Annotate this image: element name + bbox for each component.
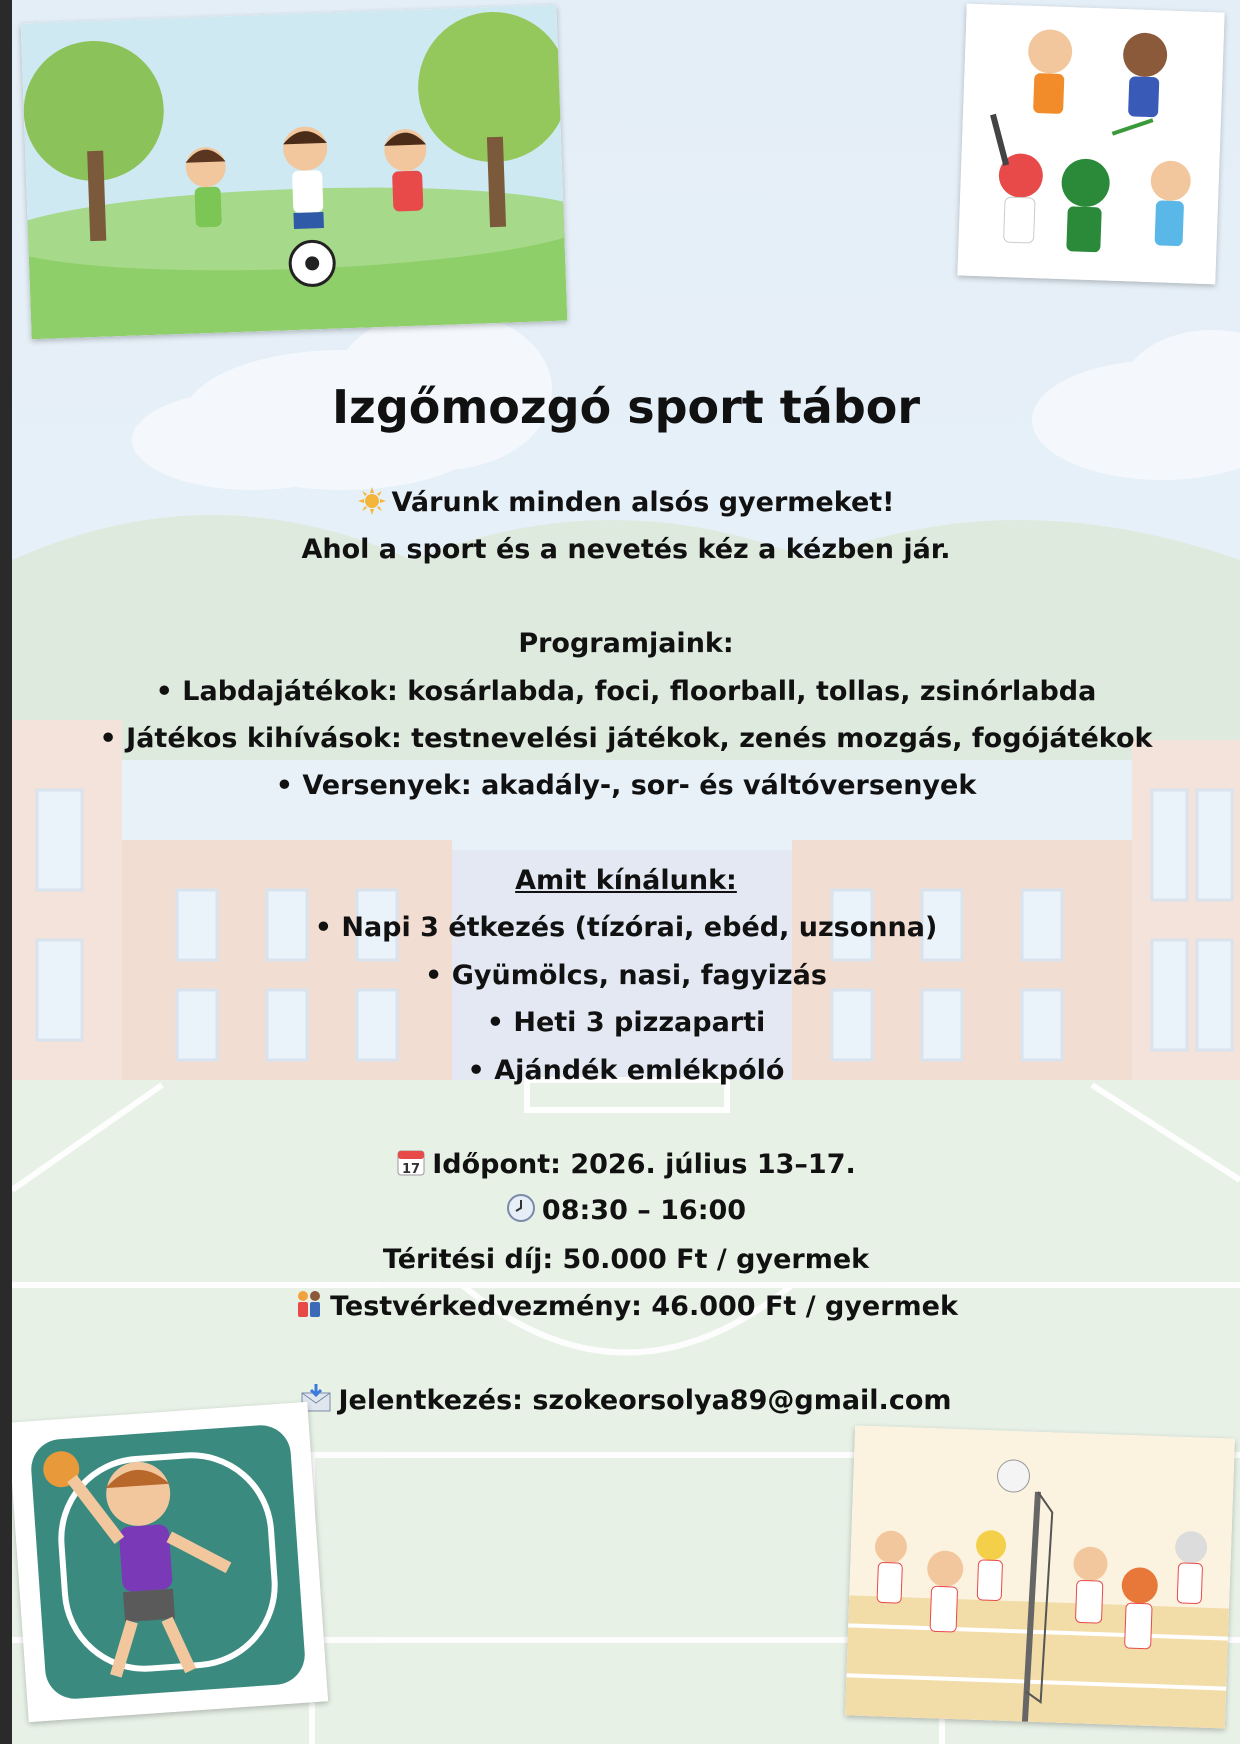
contact-text: Jelentkezés: szokeorsolya89@gmail.com — [338, 1385, 952, 1416]
time-text: 08:30 – 16:00 — [541, 1195, 747, 1226]
offer-item: • Napi 3 étkezés (tízórai, ebéd, uzsonna) — [314, 912, 938, 943]
offer-item: • Heti 3 pizzaparti — [486, 1007, 766, 1038]
poster — [12, 0, 1240, 1744]
date-text: Időpont: 2026. július 13–17. — [432, 1149, 856, 1180]
offers-heading: Amit kínálunk: — [515, 865, 737, 896]
calendar-icon — [396, 1147, 426, 1187]
programs-heading: Programjaink: — [518, 628, 734, 659]
fee-line: Téritési díj: 50.000 Ft / gyermek — [382, 1244, 870, 1275]
sun-icon — [358, 487, 386, 525]
sibling-line — [12, 1289, 1240, 1329]
siblings-icon — [294, 1289, 324, 1329]
welcome-line — [12, 485, 1240, 525]
offer-item: • Gyümölcs, nasi, fagyizás — [425, 960, 827, 991]
welcome-text: Várunk minden alsós gyermeket! — [391, 487, 895, 518]
kids-football-illustration — [21, 5, 568, 340]
program-item: • Versenyek: akadály-, sor- és váltóversenyek — [275, 770, 977, 801]
date-line — [12, 1147, 1240, 1187]
page-title: Izgőmozgó sport tábor — [331, 380, 921, 434]
program-item: • Labdajátékok: kosárlabda, foci, floorball, tollas, zsinórlabda — [155, 676, 1097, 707]
handball-boy-illustration — [12, 1402, 328, 1722]
tagline: Ahol a sport és a nevetés kéz a kézben jár. — [301, 534, 951, 565]
offer-item: • Ajándék emlékpóló — [467, 1055, 785, 1086]
volleyball-kids-illustration — [845, 1425, 1235, 1728]
clock-icon — [506, 1193, 536, 1233]
svg-text:17: 17 — [402, 1162, 421, 1177]
sibling-text: Testvérkedvezmény: 46.000 Ft / gyermek — [330, 1291, 958, 1322]
program-item: • Játékos kihívások: testnevelési játékok, zenés mozgás, fogójátékok — [99, 723, 1153, 754]
time-line — [12, 1193, 1240, 1233]
sports-kids-illustration — [957, 4, 1224, 285]
